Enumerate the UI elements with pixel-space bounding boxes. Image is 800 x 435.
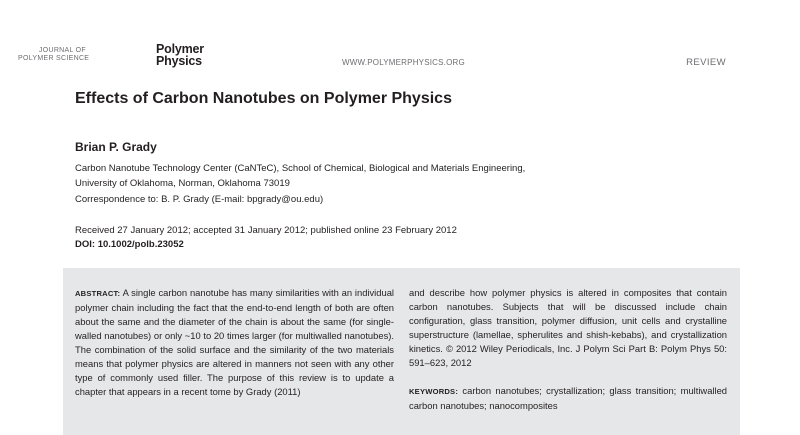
section-label: REVIEW [686,57,726,68]
article-author: Brian P. Grady [75,140,157,154]
affiliation-line1: Carbon Nanotube Technology Center (CaNTeC), School of Chemical, Biological and Materials Engineering, [75,163,526,174]
abstract-left-column [75,286,394,399]
keywords-text: carbon nanotubes; crystallization; glass transition; multiwalled carbon nanotubes; nanocomposites [409,385,728,411]
abstract-right-column [409,286,727,413]
journal-big-line1: Polymer [156,42,204,56]
correspondence: Correspondence to: B. P. Grady (E-mail: bpgrady@ou.edu) [75,194,324,205]
journal-website: WWW.POLYMERPHYSICS.ORG [342,58,465,67]
journal-small-line2: POLYMER SCIENCE [18,55,90,62]
doi: DOI: 10.1002/polb.23052 [75,239,184,250]
journal-big-name [156,43,204,67]
abstract-box [63,268,740,435]
journal-small-name [18,47,90,63]
keywords-label: KEYWORDS: [409,387,459,396]
received-dates: Received 27 January 2012; accepted 31 January 2012; published online 23 February 2012 [75,225,457,236]
abstract-text-right: and describe how polymer physics is altered in composites that contain carbon nanotubes. Subjects that will be discussed include chain configuration, glass transition, polymer diffusion, unit cells and crystalline superstructure (lamellae, spherulites and shish-kebabs), and crystallization kinetics. © 2012 Wiley Periodicals, Inc. J Polym Sci Part B: Polym Phys 50: 591–623, 2012 [409,287,727,368]
abstract-label: ABSTRACT: [75,289,121,298]
keywords [409,384,727,413]
journal-big-line2: Physics [156,54,202,68]
journal-small-line1: JOURNAL OF [38,47,86,54]
abstract-text-left: A single carbon nanotube has many similarities with an individual polymer chain including the fact that the end-to-end length of both are often about the same and the diameter of the chain is about the same (for single-walled nanotubes) or only ~10 to 20 times larger (for multiwalled nanotubes). The combination of the solid surface and the similarity of the two materials means that polymer physics are altered in manners not seen with any other type of commonly used filler. The purpose of this review is to update a chapter that appears in a recent tome by Grady (2011) [75,287,394,397]
article-title: Effects of Carbon Nanotubes on Polymer Physics [75,90,452,107]
affiliation-line2: University of Oklahoma, Norman, Oklahoma 73019 [75,178,290,189]
author-affiliation [75,161,525,191]
